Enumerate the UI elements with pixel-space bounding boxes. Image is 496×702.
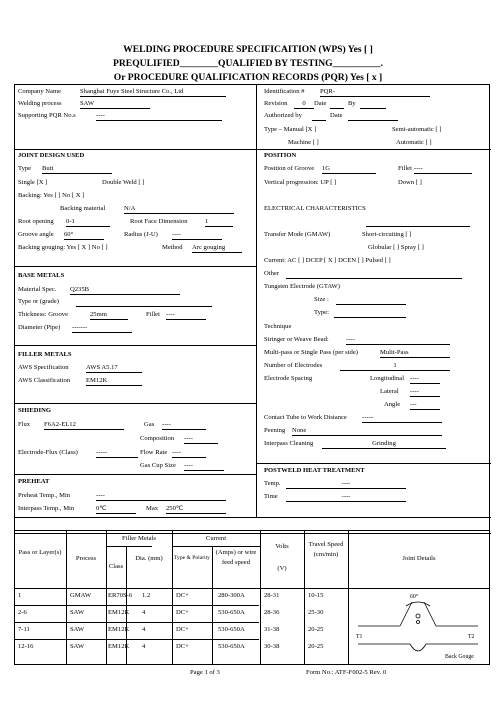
cell-speed: 20-25 [308, 626, 324, 633]
multipass-value: Mulit-Pass [380, 350, 450, 358]
cleaning-value: Grinding [322, 441, 446, 449]
current-subheader-line [172, 546, 260, 547]
table-row-line [14, 639, 259, 640]
header-volts-unit: (V) [277, 565, 287, 572]
interpass-value: 0℃ [96, 506, 136, 514]
cell-speed: 20-25 [308, 643, 324, 650]
groove-angle-value: 60° [64, 232, 104, 240]
pwht-title: POSTWELD HEAT TREATMENT [264, 467, 365, 474]
header-dia: Dia. (mm) [135, 555, 163, 562]
revision-label: Revision [264, 100, 288, 107]
electrodes-value: 1 [340, 363, 450, 371]
aws-spec-label: AWS Specification [18, 364, 69, 371]
type-value: Butt [42, 166, 112, 174]
peening-value: None [292, 428, 442, 436]
cell-speed: 25-30 [308, 609, 324, 616]
cell-class: EM12K [108, 609, 130, 616]
backing: Backing: Yes [ ] No [ X ] [18, 192, 85, 199]
cell-amps: 530-650A [218, 643, 245, 650]
semi-automatic: Semi-automatic [ ] [392, 126, 442, 133]
table-row-line [14, 605, 259, 606]
radius-label: Radius (J-U) [124, 231, 158, 238]
flux-value: F6A2-EL12 [44, 422, 124, 430]
doc-title-2: PREQULIFIED________QUALIFIED BY TESTING__________. [113, 58, 383, 69]
pwht-time-value: ---- [286, 494, 406, 502]
flow-rate-label: Flow Rate [140, 449, 168, 456]
header-filler: Filler Metals [122, 535, 156, 542]
type-label: Type [18, 165, 32, 172]
preheat-value: ---- [96, 493, 226, 501]
cell-pass: 1 [18, 592, 22, 599]
joint-angle-label: 60° [410, 594, 419, 600]
position-fillet-label: Fillet [398, 165, 412, 172]
radius-value: ---- [172, 232, 222, 240]
ctwd-value: ----- [362, 415, 442, 423]
sep [15, 517, 491, 518]
filler-metals-title: FILLER METALS [18, 351, 72, 358]
electrical-line [366, 226, 470, 227]
cell-type: DC+ [176, 592, 189, 599]
longitudinal-value: ---- [410, 376, 440, 384]
pass-table [14, 530, 490, 665]
electrodes-label: Number of Electrodes [264, 362, 323, 369]
t1-label: T1 [356, 634, 363, 640]
header-joint: Joint Details [402, 555, 436, 562]
cell-volts: 28-31 [264, 592, 280, 599]
cell-amps: 530-650A [218, 609, 245, 616]
cell-type: DC+ [176, 626, 189, 633]
col-line [172, 530, 173, 665]
aws-spec-value: AWS A5.17 [86, 365, 142, 373]
transfer-mode: Transfer Mode (GMAW) [264, 231, 331, 238]
authorized-date-label: Date [330, 112, 343, 119]
sep [15, 266, 256, 267]
fillet-label: Fillet [146, 311, 160, 318]
other-line [286, 278, 462, 279]
page-number: Page 1 of 3 [190, 669, 220, 676]
flux-label: Flux [18, 421, 31, 428]
single-weld: Single [X ] [18, 179, 48, 186]
identification-value: PQR- [320, 89, 430, 97]
tungsten-size-label: Size : [314, 296, 329, 303]
col-line [106, 530, 107, 665]
preheat-title: PREHEAT [18, 478, 50, 485]
position-groove-value: 1G [322, 166, 376, 174]
header-current: Current [205, 535, 227, 542]
pqr-label: Supporting PQR No.s [18, 112, 76, 119]
angle-value: --- [410, 402, 440, 410]
company-label: Company Name [18, 88, 62, 95]
joint-design-title: JOINT DESIGN USED [18, 152, 85, 159]
header-process: Process [75, 555, 97, 562]
ctwd-label: Contact Tube to Work Distance [264, 414, 347, 421]
revision-by-line [360, 108, 386, 109]
table-row-line [14, 622, 259, 623]
cell-amps: 530-650A [218, 626, 245, 633]
technique-title: Technique [264, 323, 292, 330]
method-value: Arc gouging [192, 245, 242, 253]
pwht-temp-label: Temp. [264, 480, 281, 487]
electrode-flux-label: Electrode-Flux (Class) [18, 449, 78, 456]
type-grade-line [76, 306, 212, 307]
lateral-label: Lateral [380, 388, 399, 395]
cell-dia: 4 [142, 643, 146, 650]
cell-volts: 28-36 [264, 609, 280, 616]
sep [15, 345, 256, 346]
automatic: Automatic [ ] [396, 139, 432, 146]
position-groove-label: Position of Groove [264, 165, 315, 172]
root-opening-label: Root opening [18, 218, 54, 225]
fillet-value: ---- [166, 312, 206, 320]
revision-date-label: Date [314, 100, 327, 107]
authorized-label: Authorized by [264, 112, 302, 119]
back-gouge-label: Back Gouge [445, 654, 474, 660]
cell-volts: 30-38 [264, 643, 280, 650]
stringer-label: Stringer or Weave Bead: [264, 336, 329, 343]
cell-class: EM12K [108, 626, 130, 633]
cell-dia: 1.2 [142, 592, 151, 599]
process-value: SAW [80, 101, 150, 109]
cell-type: DC+ [176, 609, 189, 616]
multipass-label: Multi-pass or Single Pass (per side) [264, 349, 358, 356]
interpass-label: Interpass Temp., Min [18, 505, 75, 512]
thickness-label: Thickness: Groove [18, 311, 68, 318]
preheat-label: Preheat Temp., Min [18, 492, 71, 499]
cell-class: EM12K [108, 643, 130, 650]
tungsten-type-label: Type: [314, 309, 329, 316]
cleaning-label: Interpass Cleaning [264, 440, 314, 447]
cell-pass: 12-16 [18, 643, 34, 650]
flow-rate-value: ---- [172, 450, 206, 458]
revision-by-label: By [348, 100, 356, 107]
angle-label: Angle [384, 401, 401, 408]
form-number: Form No.: ATF-F002-5 Rev. 0 [306, 669, 387, 676]
tungsten-size-line [336, 304, 406, 305]
authorized-line [312, 120, 326, 121]
cell-dia: 4 [142, 626, 146, 633]
material-spec-label: Material Spec. [18, 286, 57, 293]
backing-material-value: N/A [124, 206, 234, 214]
interpass-max-value: 250℃ [166, 506, 226, 514]
gas-cup-value: ---- [184, 463, 224, 471]
header-travel: Travel Speed (cm/min) [308, 541, 344, 558]
company-value: Shanghai Fuye Steel Structure Co., Ltd [80, 89, 226, 97]
type-grade-label: Type or (grade) [18, 298, 59, 305]
sep [15, 149, 256, 150]
col-line [66, 530, 67, 665]
cell-amps: 280-300A [218, 592, 245, 599]
table-top [14, 530, 490, 531]
doc-title-1: WELDING PROCEDURE SPECIFICAITION (WPS) Yes [ ] [123, 44, 373, 55]
base-metals-title: BASE METALS [18, 272, 65, 279]
position-fillet-value: ---- [414, 166, 472, 174]
tungsten-type-line [334, 317, 406, 318]
aws-class-label: AWS Classification [18, 377, 71, 384]
thickness-value: 25mm [90, 312, 128, 320]
composition-value: ---- [184, 436, 218, 444]
header-type: Type & Polarity [174, 555, 210, 561]
pwht-time-label: Time [264, 493, 278, 500]
position-title: POSITION [264, 152, 297, 159]
revision-value: 0 [294, 101, 314, 109]
double-weld: Double Weld [ ] [102, 179, 145, 186]
gas-cup-label: Gas Cup Size [140, 462, 176, 469]
lateral-value: ---- [410, 389, 440, 397]
cell-dia: 4 [142, 609, 146, 616]
backing-gouging: Backing gouging: Yes [ X ] No [ ] [18, 244, 108, 251]
type-manual: Type – Manual [X ] [264, 126, 317, 133]
machine: Machine [ ] [288, 139, 319, 146]
cell-process: SAW [70, 609, 85, 616]
authorized-date-line [348, 120, 398, 121]
header-class: Class [108, 563, 124, 570]
backing-material-label: Backing material [60, 205, 106, 212]
doc-title-3: Or PROCEDURE QUALIFICATION RECORDS (PQR) Yes [ x ] [113, 72, 383, 83]
revision-date-line [330, 108, 344, 109]
header-volts: Volts [275, 543, 289, 550]
spacing-label: Electrode Spacing [264, 375, 313, 382]
material-spec-value: Q235B [70, 287, 180, 295]
globular-spray: Globular [ ] Spray [ ] [368, 244, 424, 251]
interpass-max-label: Max [146, 505, 159, 512]
electrical-title: ELECTRICAL CHARACTERISTICS [264, 205, 366, 212]
stringer-value: ---- [346, 337, 450, 345]
peening-label: Peening [264, 427, 286, 434]
composition-label: Composition [140, 435, 175, 442]
other-label: Other [264, 270, 280, 277]
pwht-temp-value: ---- [286, 481, 406, 489]
longitudinal-label: Longitudinal [370, 375, 405, 382]
joint-details-sketch [350, 588, 490, 665]
cell-pass: 2-6 [18, 609, 27, 616]
shielding-title: SHIEDING [18, 407, 51, 414]
sep [15, 474, 256, 475]
root-opening-value: 0-1 [66, 219, 110, 227]
electrode-flux-value: ----- [96, 450, 138, 458]
gas-value: ---- [162, 422, 206, 430]
cell-type: DC+ [176, 643, 189, 650]
sep [15, 403, 256, 404]
col-line [348, 530, 349, 665]
sep [256, 149, 491, 150]
filler-subheader-line [106, 546, 152, 547]
vertical-down: Down [ ] [398, 179, 422, 186]
cell-process: SAW [70, 626, 85, 633]
groove-angle-label: Groove angle [18, 231, 54, 238]
header-amps: (Amps) or wire feed speed [215, 549, 257, 566]
cell-pass: 7-11 [18, 626, 30, 633]
sep [256, 463, 491, 464]
cell-process: SAW [70, 643, 85, 650]
cell-process: GMAW [70, 592, 92, 599]
process-label: Welding process [18, 100, 62, 107]
current-type: Current: AC [ ] DCEP [ X ] DCEN [ ] Pulsed [ ] [264, 257, 391, 264]
cell-volts: 31-38 [264, 626, 280, 633]
header-pass: Pass or Layer(s) [18, 549, 62, 556]
pqr-value: ---- [96, 113, 222, 121]
aws-class-value: EM12K [86, 378, 142, 386]
joint-detail-icon [358, 602, 478, 651]
short-circuiting: Short-circuiting [ ] [362, 231, 412, 238]
cell-speed: 10-15 [308, 592, 324, 599]
root-face-value: 1 [205, 219, 233, 227]
t2-label: T2 [468, 634, 475, 640]
root-face-label: Root Face Dimension [130, 218, 188, 225]
cell-class: ER70S-6 [108, 592, 133, 599]
identification-label: Identification # [264, 88, 305, 95]
method-label: Method [162, 244, 183, 251]
vertical-progression: Vertical progression: UP [ ] [264, 179, 337, 186]
diameter-label: Diameter (Pipe) [18, 324, 61, 331]
tungsten-electrode: Tungsten Electrode (GTAW) [264, 283, 340, 290]
gas-label: Gas [144, 421, 155, 428]
diameter-value: ------- [72, 325, 132, 333]
